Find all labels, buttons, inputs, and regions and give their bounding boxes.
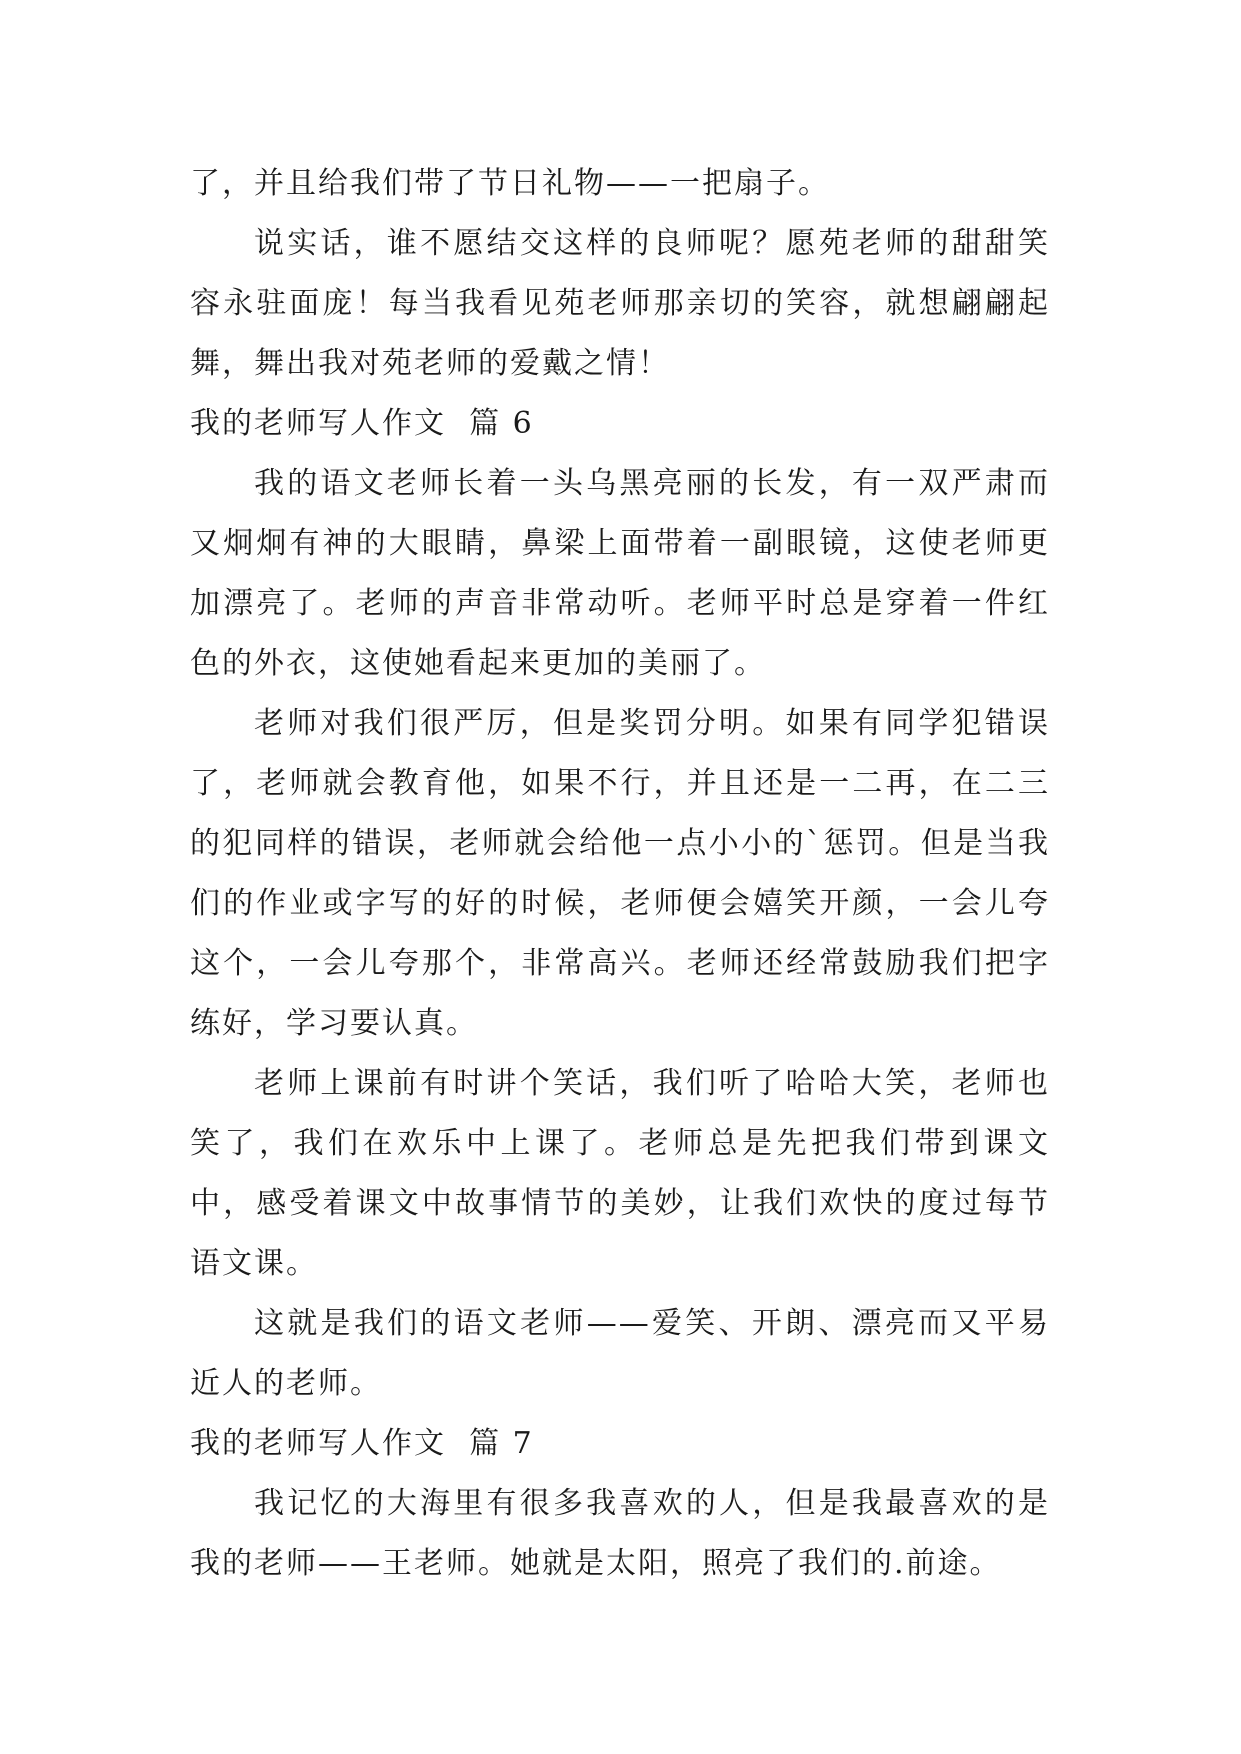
paragraph-body: 我的语文老师长着一头乌黑亮丽的长发，有一双严肃而又炯炯有神的大眼睛，鼻梁上面带着一副眼镜，这使老师更加漂亮了。老师的声音非常动听。老师平时总是穿着一件红色的外衣，这使她看起来更加的美丽了。 — [190, 466, 1050, 681]
paragraph-body: 老师上课前有时讲个笑话，我们听了哈哈大笑，老师也笑了，我们在欢乐中上课了。老师总是先把我们带到课文中，感受着课文中故事情节的美妙，让我们欢快的度过每节语文课。 — [190, 1066, 1050, 1281]
paragraph-body: 我记忆的大海里有很多我喜欢的人，但是我最喜欢的是我的老师——王老师。她就是太阳，照亮了我们的.前途。 — [190, 1486, 1050, 1581]
paragraph-continuation: 了，并且给我们带了节日礼物——一把扇子。 — [190, 166, 830, 201]
paragraph-body: 这就是我们的语文老师——爱笑、开朗、漂亮而又平易近人的老师。 — [190, 1306, 1050, 1401]
section-heading-7: 我的老师写人作文 篇 7 — [190, 1426, 534, 1461]
paragraph-body: 老师对我们很严厉，但是奖罚分明。如果有同学犯错误了，老师就会教育他，如果不行，并且还是一二再，在二三的犯同样的错误，老师就会给他一点小小的`惩罚。但是当我们的作业或字写的好的时候，老师便会嬉笑开颜，一会儿夸这个，一会儿夸那个，非常高兴。老师还经常鼓励我们把字练好，学习要认真。 — [190, 706, 1050, 1041]
paragraph-body: 说实话，谁不愿结交这样的良师呢？愿苑老师的甜甜笑容永驻面庞！每当我看见苑老师那亲切的笑容，就想翩翩起舞，舞出我对苑老师的爱戴之情！ — [190, 226, 1050, 381]
section-heading-6: 我的老师写人作文 篇 6 — [190, 406, 534, 441]
